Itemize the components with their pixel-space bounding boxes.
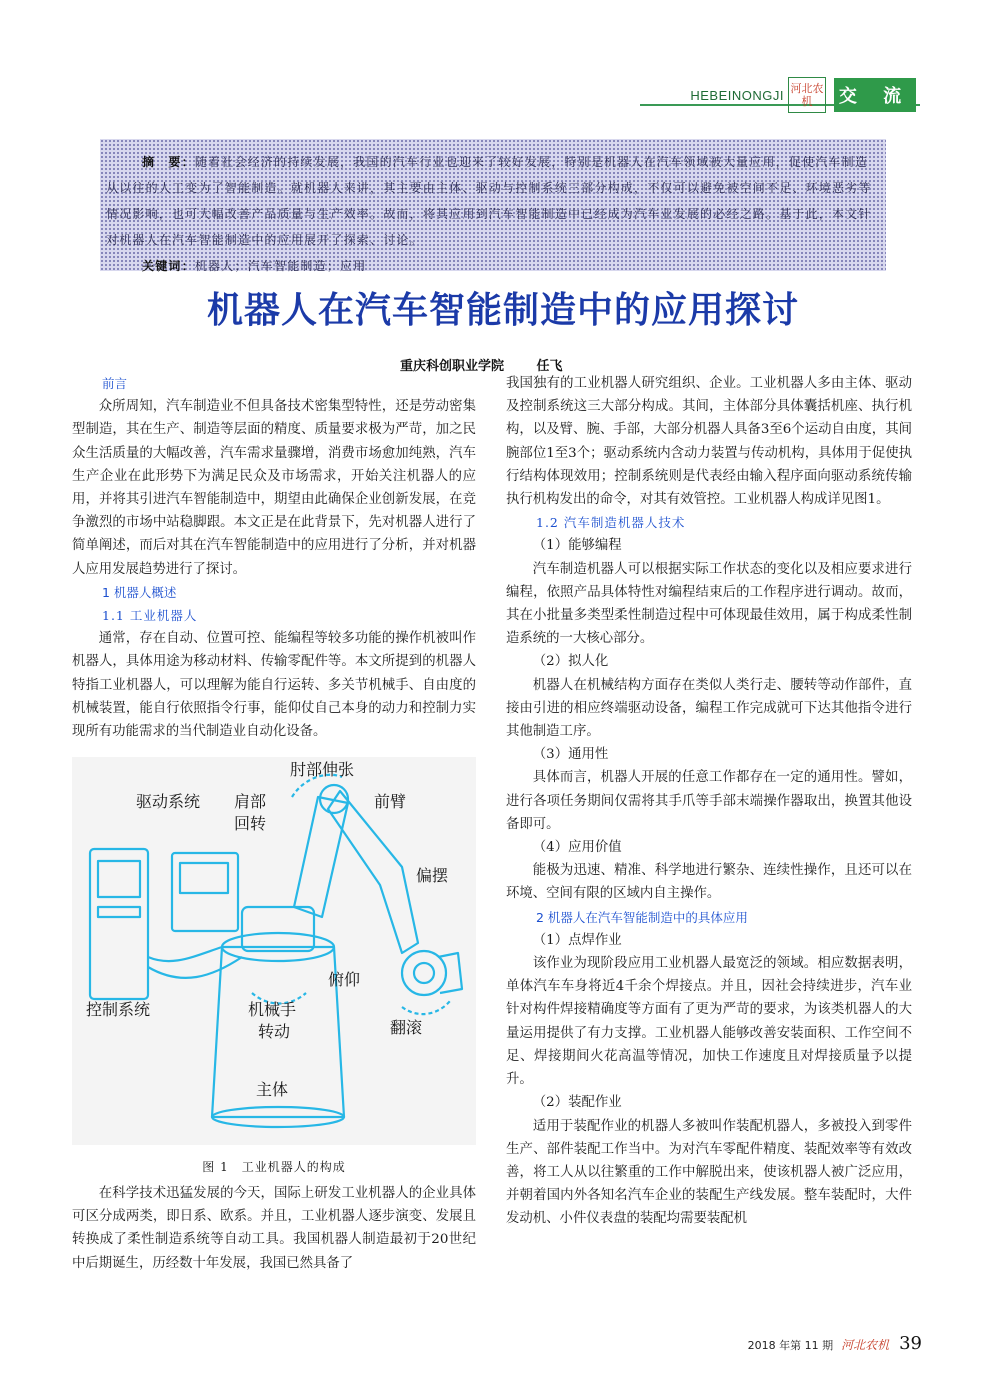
page-number: 39 <box>899 1333 922 1354</box>
section-tag: 交 流 <box>834 78 916 112</box>
page-header <box>690 76 916 114</box>
abstract-box <box>100 139 886 271</box>
keywords-label: 关键词： <box>142 259 195 273</box>
paragraph-spot-welding: 该作业为现阶段应用工业机器人最宽泛的领域。相应数据表明，单体汽车车身将近4千余个焊接点。并且，因社会持续进步，汽车业针对构件焊接精确度等方面有了更为严苛的要求，为该类机器人的大量运用提供了有力支撑。工业机器人能够改善安装面积、工作空间不足、焊接期间火花高温等情况，加快工作速度且对焊接质量予以提升。 <box>506 956 912 1088</box>
paragraph-universal: 具体而言，机器人开展的任意工作都存在一定的通用性。譬如，进行各项任务期间仅需将其手爪等手部末端操作器取出，换置其他设备即可。 <box>506 770 912 832</box>
label-manipulator: 机械手 <box>248 1000 297 1019</box>
keywords-text: 机器人；汽车智能制造；应用 <box>194 259 367 273</box>
figure-robot-diagram <box>72 757 476 1145</box>
paragraph-assembly: 适用于装配作业的机器人多被叫作装配机器人，多被投入到零件生产、部件装配工作当中。为对汽车零配件精度、装配效率等有效改善，将工人从以往繁重的工作中解脱出来，使该机器人被广泛应用，并朝着国内外各知名汽车企业的装配生产线发展。整车装配时，大件发动机、小件仪表盘的装配均需要装配机 <box>506 1118 912 1227</box>
subheading-value: （4）应用价值 <box>532 840 622 856</box>
label-yaw: 偏摆 <box>416 866 449 885</box>
label-forearm: 前臂 <box>374 792 407 811</box>
subheading-humanoid: （2）拟人化 <box>532 654 609 670</box>
paragraph-continued: 我国独有的工业机器人研究组织、企业。工业机器人多由主体、驱动及控制系统这三大部分构成。其间，主体部分具体囊括机座、执行机构，以及臂、腕、手部，大部分机器人具备3至6个运动自由度，其间腕部位1至3个；驱动系统内含动力装置与传动机构，具体用于促使执行结构体现效用；控制系统则是代表经由输入程序面向驱动系统传输执行机构发出的命令，对其有效管控。工业机器人构成详见图1。 <box>506 376 912 508</box>
subheading-universal: （3）通用性 <box>532 747 609 763</box>
left-column <box>72 372 476 743</box>
magazine-name: 河北农机 <box>841 1338 890 1352</box>
heading-1-1: 1.1 工业机器人 <box>102 608 198 624</box>
heading-intro: 前言 <box>102 376 128 391</box>
subheading-assembly: （2）装配作业 <box>532 1095 622 1111</box>
subheading-spot-welding: （1）点焊作业 <box>532 932 622 948</box>
label-body: 主体 <box>256 1080 289 1099</box>
label-pitch: 俯仰 <box>328 970 361 989</box>
paragraph-1-1: 通常，存在自动、位置可控、能编程等较多功能的操作机被叫作机器人，具体用途为移动材料、传输零配件等。本文所提到的机器人特指工业机器人，可以理解为能自行运转、多关节机械手、自由度的机械装置，能自行依照指令行事，能仰仗自己本身的动力和控制力实现所有功能需求的当代制造业自动化设备。 <box>72 631 476 740</box>
label-drive: 驱动系统 <box>136 792 201 811</box>
paragraph-programmable: 汽车制造机器人可以根据实际工作状态的变化以及相应要求进行编程，依照产品具体特性对编程结束后的工作程序进行调动。故而，其在小批量多类型柔性制造过程中可体现最佳效用，属于构成柔性制造系统的一大核心部分。 <box>506 561 912 647</box>
paragraph-value: 能极为迅速、精准、科学地进行繁杂、连续性操作，且还可以在环境、空间有限的区域内自主操作。 <box>506 863 912 902</box>
affiliation: 重庆科创职业学院 <box>400 359 505 374</box>
label-manipulator-2: 转动 <box>258 1022 291 1041</box>
author: 任飞 <box>536 359 563 374</box>
forearm <box>328 791 418 953</box>
left-column-bottom <box>72 1182 476 1275</box>
paragraph-left-bottom: 在科学技术迅猛发展的今天，国际上研发工业机器人的企业具体可区分成两类，即日系、欧系。并且，工业机器人逐步演变、发展且转换成了柔性制造系统等自动工具。我国机器人制造最初于20世纪中后期诞生，历经数十年发展，我国已然具备了 <box>72 1186 476 1271</box>
heading-2: 2 机器人在汽车智能制造中的具体应用 <box>536 909 748 925</box>
page-footer <box>748 1333 922 1354</box>
heading-1-2: 1.2 汽车制造机器人技术 <box>536 515 686 531</box>
heading-1: 1 机器人概述 <box>102 584 177 600</box>
publication-logo: 河北农机 <box>788 77 826 113</box>
upper-arm <box>294 797 348 917</box>
paragraph-intro: 众所周知，汽车制造业不但具备技术密集型特性，还是劳动密集型制造，其在生产、制造等层面的精度、质量要求极为严苛，加之民众生活质量的大幅改善，汽车需求量骤增，消费市场愈加纯熟，汽车生产企业在此形势下为满足民众及市场需求，开始关注机器人的应用，并将其引进汽车智能制造中，期望由此确保企业创新发展，在竞争激烈的市场中站稳脚跟。本文正是在此背景下，先对机器人进行了简单阐述，而后对其在汽车智能制造中的应用进行了分析，并对机器人应用发展趋势进行了探讨。 <box>72 399 476 577</box>
right-column <box>506 372 912 1231</box>
abstract-label: 摘 要： <box>142 155 195 169</box>
label-shoulder: 肩部 <box>234 792 267 811</box>
paragraph-humanoid: 机器人在机械结构方面存在类似人类行走、腰转等动作部件，直接由引进的相应终端驱动设备，编程工作完成就可下达其他指令进行其他制造工序。 <box>506 677 912 740</box>
subheading-programmable: （1）能够编程 <box>532 538 622 554</box>
figure-caption: 图 1 工业机器人的构成 <box>202 1160 346 1174</box>
label-roll: 翻滚 <box>390 1018 423 1037</box>
publication-name-en: HEBEINONGJI <box>690 87 784 103</box>
label-control: 控制系统 <box>86 1000 151 1019</box>
abstract-text: 随着社会经济的持续发展，我国的汽车行业也迎来了较好发展，特别是机器人在汽车领域被大量应用，促使汽车制造从以往的人工变为了智能制造。就机器人来讲，其主要由主体、驱动与控制系统三部分构成，不仅可以避免被空间不足、环境恶劣等情况影响，也可大幅改善产品质量与生产效率。故而，将其应用到汽车智能制造中已经成为汽车业发展的必经之路。基于此，本文针对机器人在汽车智能制造中的应用展开了探索、讨论。 <box>106 155 872 247</box>
article-title: 机器人在汽车智能制造中的应用探讨 <box>206 290 799 331</box>
issue-number: 2018 年第 11 期 <box>747 1339 834 1352</box>
label-shoulder-2: 回转 <box>234 814 267 833</box>
label-elbow: 肘部伸张 <box>290 760 355 779</box>
keywords-line <box>106 253 880 279</box>
